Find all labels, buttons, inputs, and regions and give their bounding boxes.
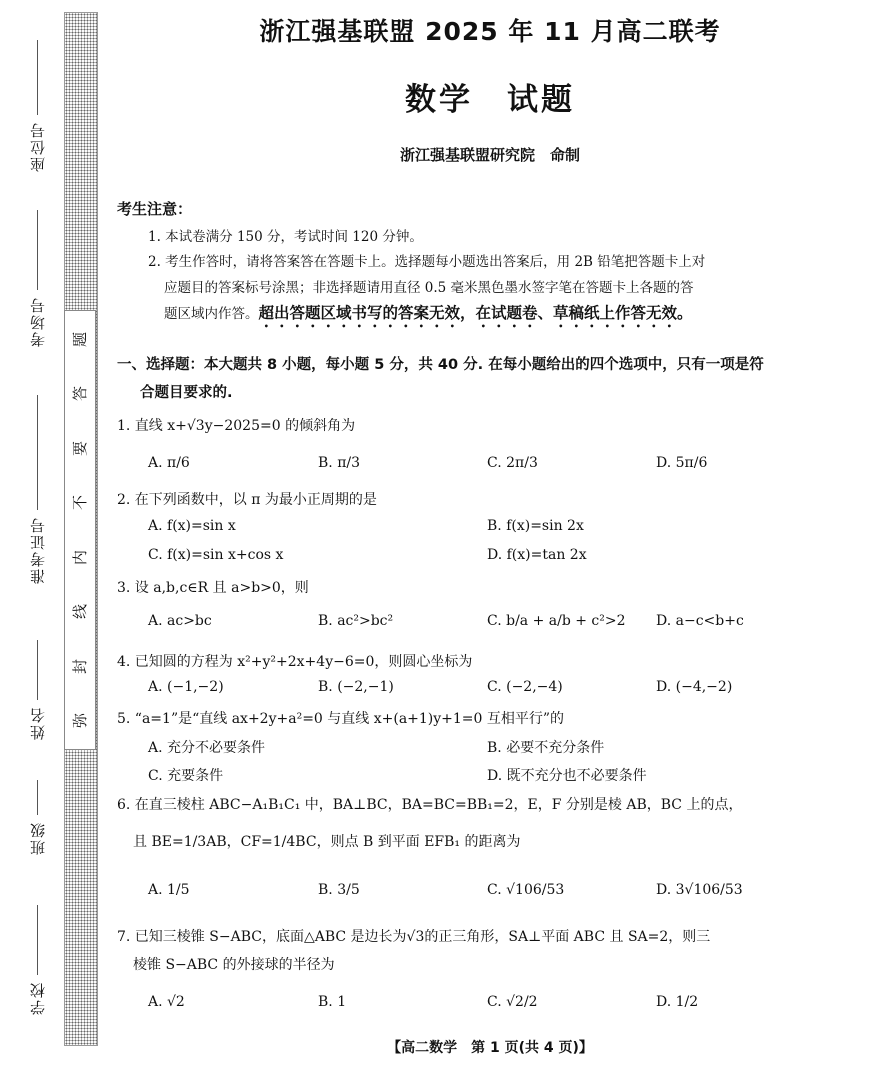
section-heading: 一、选择题：本大题共 8 小题，每小题 5 分，共 40 分. 在每小题给出的四个选项中，只有一项是符 (117, 357, 764, 373)
question-2-stem: 2. 在下列函数中，以 π 为最小正周期的是 (117, 492, 377, 508)
seal-line-box: 题 答 要 不 内 线 封 弥 (64, 310, 96, 750)
exam-title: 浙江强基联盟 2025 年 11 月高二联考 (259, 17, 721, 46)
left-binding-labels (22, 0, 52, 1067)
admission-ticket-field: 准考证号 (22, 395, 52, 590)
exam-room-field: 考场号 (22, 210, 52, 353)
question-4-option-d: D. (−4,−2) (656, 679, 733, 695)
notice-heading: 考生注意： (117, 200, 193, 218)
question-4-option-a: A. (−1,−2) (148, 679, 224, 695)
question-4-stem: 4. 已知圆的方程为 x²+y²+2x+4y−6=0，则圆心坐标为 (117, 654, 473, 670)
notice-emphasis: 超出答题区域书写的答案无效，在试题卷、草稿纸上作答无效。 (258, 304, 693, 322)
question-7-stem: 7. 已知三棱锥 S−ABC，底面△ABC 是边长为√3的正三角形，SA⊥平面 ABC 且 SA=2，则三 (117, 929, 711, 945)
question-2-option-a: A. f(x)=sin x (148, 518, 236, 534)
section-heading-cont: 合题目要求的. (140, 385, 233, 401)
question-1-option-a: A. π/6 (148, 455, 190, 471)
question-6-option-d: D. 3√106/53 (656, 882, 743, 898)
school-field: 学校 (22, 905, 52, 1021)
question-5-option-a: A. 充分不必要条件 (148, 740, 266, 756)
notice-line: 应题目的答案标号涂黑；非选择题请用直径 0.5 毫米黑色墨水签字笔在答题卡上各题的答 (164, 280, 694, 296)
question-1-option-b: B. π/3 (318, 455, 361, 471)
page-footer: 【高二数学 第 1 页(共 4 页)】 (387, 1040, 593, 1056)
question-7-option-a: A. √2 (148, 994, 185, 1010)
question-3-option-a: A. ac>bc (148, 613, 212, 629)
question-5-option-b: B. 必要不充分条件 (487, 740, 605, 756)
notice-line: 2. 考生作答时，请将答案答在答题卡上。选择题每小题选出答案后，用 2B 铅笔把答题卡上对 (148, 254, 706, 270)
question-4-option-b: B. (−2,−1) (318, 679, 394, 695)
question-3-option-d: D. a−c<b+c (656, 613, 744, 629)
question-6-option-c: C. √106/53 (487, 882, 565, 898)
question-1-option-d: D. 5π/6 (656, 455, 708, 471)
question-5-stem: 5. “a=1”是“直线 ax+2y+a²=0 与直线 x+(a+1)y+1=0 互相平行”的 (117, 711, 565, 727)
question-2-option-c: C. f(x)=sin x+cos x (148, 547, 284, 563)
question-7-option-c: C. √2/2 (487, 994, 538, 1010)
question-5-option-d: D. 既不充分也不必要条件 (487, 768, 647, 784)
question-6-stem: 6. 在直三棱柱 ABC−A₁B₁C₁ 中，BA⊥BC，BA=BC=BB₁=2，E，F 分别是棱 AB，BC 上的点， (117, 797, 743, 813)
notice-line: 题区域内作答。超出答题区域书写的答案无效，在试题卷、草稿纸上作答无效。 (164, 304, 693, 322)
question-2-option-d: D. f(x)=tan 2x (487, 547, 587, 563)
exam-author: 浙江强基联盟研究院 命制 (399, 146, 580, 164)
question-7-option-b: B. 1 (318, 994, 347, 1010)
question-3-stem: 3. 设 a,b,c∈R 且 a>b>0，则 (117, 580, 309, 596)
question-1-stem: 1. 直线 x+√3y−2025=0 的倾斜角为 (117, 418, 356, 434)
question-2-option-b: B. f(x)=sin 2x (487, 518, 584, 534)
question-7-stem-cont: 棱锥 S−ABC 的外接球的半径为 (133, 957, 335, 973)
question-5-option-c: C. 充要条件 (148, 768, 224, 784)
question-4-option-c: C. (−2,−4) (487, 679, 563, 695)
seat-number-field: 座位号 (22, 40, 52, 178)
question-6-option-a: A. 1/5 (148, 882, 190, 898)
exam-subtitle: 数学 试题 (405, 82, 575, 118)
question-1-option-c: C. 2π/3 (487, 455, 538, 471)
question-7-option-d: D. 1/2 (656, 994, 699, 1010)
question-3-option-c: C. b/a + a/b + c²>2 (487, 613, 626, 629)
question-3-option-b: B. ac²>bc² (318, 613, 394, 629)
question-6-stem-cont: 且 BE=1/3AB，CF=1/4BC，则点 B 到平面 EFB₁ 的距离为 (133, 834, 521, 850)
name-field: 姓名 (22, 640, 52, 746)
question-6-option-b: B. 3/5 (318, 882, 360, 898)
notice-line: 1. 本试卷满分 150 分，考试时间 120 分钟。 (148, 229, 423, 245)
class-field: 班级 (22, 780, 52, 861)
